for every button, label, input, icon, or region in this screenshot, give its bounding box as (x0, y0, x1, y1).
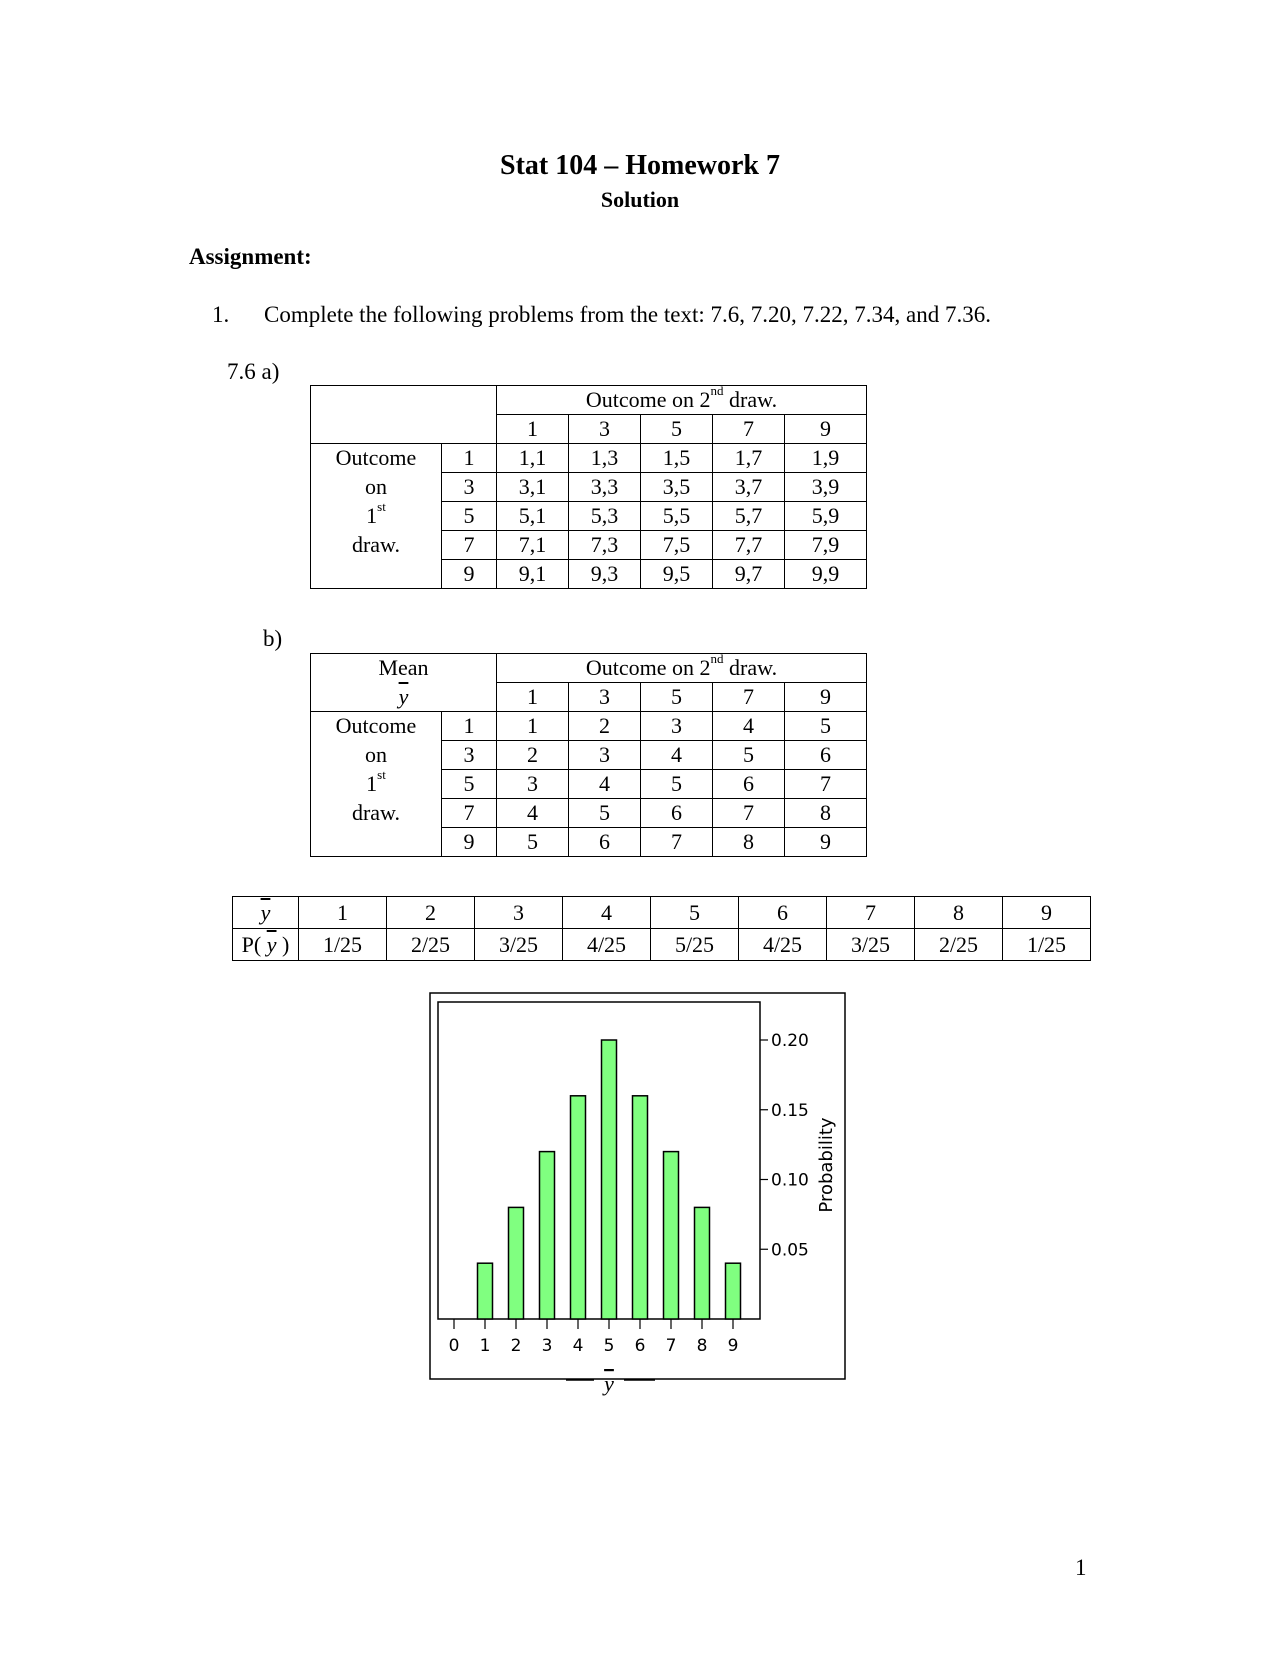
row-header: 9 (442, 828, 497, 857)
dist-prob: 4/25 (739, 929, 827, 961)
y-tick-label: 0.15 (771, 1100, 809, 1121)
table-cell: 3,7 (713, 473, 785, 502)
table-cell: 6 (569, 828, 641, 857)
dist-prob: 2/25 (387, 929, 475, 961)
row-header: 1 (442, 444, 497, 473)
row-label: draw. (311, 531, 442, 560)
row-header: 3 (442, 741, 497, 770)
page-title: Stat 104 – Homework 7 (500, 150, 780, 181)
col-header: 7 (713, 683, 785, 712)
bar-1 (478, 1263, 493, 1319)
row-header: 3 (442, 473, 497, 502)
table-cell: 4 (713, 712, 785, 741)
table-cell: 5 (785, 712, 867, 741)
table-cell: 9,9 (785, 560, 867, 589)
table-cell: 4 (641, 741, 713, 770)
table-cell: 8 (785, 799, 867, 828)
table-a-header: Outcome on 2nd draw. (497, 386, 867, 415)
x-tick-label: 8 (696, 1336, 708, 1356)
dist-value: 2 (387, 897, 475, 929)
table-cell: 4 (497, 799, 569, 828)
table-cell: 5,9 (785, 502, 867, 531)
table-cell: 3 (497, 770, 569, 799)
table-cell: 3,1 (497, 473, 569, 502)
x-tick-label: 0 (448, 1336, 460, 1356)
table-cell: 5,5 (641, 502, 713, 531)
table-cell: 5,3 (569, 502, 641, 531)
bar-5 (602, 1040, 617, 1319)
row-label: on (311, 473, 442, 502)
dist-row-label-p: P( $\overline{y}$ ) (233, 929, 299, 961)
dist-prob: 2/25 (915, 929, 1003, 961)
table-cell: 9,7 (713, 560, 785, 589)
table-cell: 5,7 (713, 502, 785, 531)
table-cell: 7,9 (785, 531, 867, 560)
table-cell: 3,5 (641, 473, 713, 502)
table-cell: 7 (641, 828, 713, 857)
table-cell: 1,3 (569, 444, 641, 473)
table-cell: 7,5 (641, 531, 713, 560)
table-cell: 7 (785, 770, 867, 799)
table-cell: 3 (641, 712, 713, 741)
bar-8 (695, 1207, 710, 1319)
table-cell: 7 (713, 799, 785, 828)
part-a-label: 7.6 a) (227, 359, 280, 384)
col-header: 1 (497, 683, 569, 712)
table-cell: 7,1 (497, 531, 569, 560)
row-header: 1 (442, 712, 497, 741)
table-cell: 2 (569, 712, 641, 741)
row-label: 1st (311, 502, 442, 531)
bar-3 (540, 1152, 555, 1319)
bar-6 (633, 1096, 648, 1319)
dist-value: 3 (475, 897, 563, 929)
table-cell: 8 (713, 828, 785, 857)
dist-prob: 3/25 (827, 929, 915, 961)
table-cell: 9,1 (497, 560, 569, 589)
col-header: 1 (497, 415, 569, 444)
x-axis-label: y (604, 1371, 614, 1396)
table-cell: 1,1 (497, 444, 569, 473)
x-tick-label: 7 (665, 1336, 677, 1356)
table-b-corner-symbol: $\overline{y}$ (311, 683, 497, 712)
row-header: 7 (442, 531, 497, 560)
page-subtitle: Solution (600, 187, 680, 212)
col-header: 3 (569, 683, 641, 712)
dist-row-label-y: $\overline{y}$ (233, 897, 299, 929)
table-cell: 5 (641, 770, 713, 799)
table-cell: 5,1 (497, 502, 569, 531)
y-tick-label: 0.10 (771, 1170, 809, 1191)
row-label: Outcome (311, 444, 442, 473)
table-cell: 1,9 (785, 444, 867, 473)
dist-value: 7 (827, 897, 915, 929)
page-number: 1 (1075, 1555, 1087, 1580)
col-header: 5 (641, 683, 713, 712)
col-header: 3 (569, 415, 641, 444)
dist-prob: 4/25 (563, 929, 651, 961)
row-label: on (311, 741, 442, 770)
table-cell: 1,5 (641, 444, 713, 473)
assignment-heading: Assignment: (189, 244, 312, 269)
row-label: Outcome (311, 712, 442, 741)
dist-prob: 3/25 (475, 929, 563, 961)
table-cell: 3,9 (785, 473, 867, 502)
col-header: 9 (785, 415, 867, 444)
table-cell: 7,7 (713, 531, 785, 560)
table-cell: 5 (713, 741, 785, 770)
table-cell: 1 (497, 712, 569, 741)
part-b-label: b) (263, 626, 283, 651)
table-cell: 4 (569, 770, 641, 799)
x-tick-label: 9 (727, 1336, 739, 1356)
col-header: 9 (785, 683, 867, 712)
table-cell: 6 (641, 799, 713, 828)
table-cell: 9,5 (641, 560, 713, 589)
row-header: 9 (442, 560, 497, 589)
table-b-corner-mean: Mean (311, 654, 497, 683)
dist-value: 4 (563, 897, 651, 929)
bar-2 (509, 1207, 524, 1319)
table-cell: 2 (497, 741, 569, 770)
dist-value: 9 (1003, 897, 1091, 929)
col-header: 7 (713, 415, 785, 444)
x-tick-label: 6 (634, 1336, 646, 1356)
table-cell: 9 (785, 828, 867, 857)
dist-prob: 1/25 (299, 929, 387, 961)
x-tick-label: 3 (541, 1336, 553, 1356)
table-cell: 6 (713, 770, 785, 799)
table-cell: 6 (785, 741, 867, 770)
table-cell: 1,7 (713, 444, 785, 473)
item-number: 1. (212, 302, 230, 327)
bar-9 (726, 1263, 741, 1319)
table-cell: 3 (569, 741, 641, 770)
table-cell: 5 (569, 799, 641, 828)
dist-prob: 1/25 (1003, 929, 1091, 961)
row-header: 5 (442, 770, 497, 799)
bar-4 (571, 1096, 586, 1319)
table-cell: 5 (497, 828, 569, 857)
x-tick-label: 5 (603, 1336, 615, 1356)
y-tick-label: 0.05 (771, 1240, 809, 1261)
table-cell: 7,3 (569, 531, 641, 560)
table-cell: 3,3 (569, 473, 641, 502)
row-header: 7 (442, 799, 497, 828)
y-axis-label: Probability (816, 1117, 837, 1213)
x-tick-label: 4 (572, 1336, 584, 1356)
y-tick-label: 0.20 (771, 1031, 809, 1051)
row-label: draw. (311, 799, 442, 828)
dist-value: 8 (915, 897, 1003, 929)
bar-7 (664, 1152, 679, 1319)
table-cell: 9,3 (569, 560, 641, 589)
dist-value: 1 (299, 897, 387, 929)
row-header: 5 (442, 502, 497, 531)
row-label: 1st (311, 770, 442, 799)
dist-prob: 5/25 (651, 929, 739, 961)
x-tick-label: 1 (479, 1336, 491, 1356)
item-text: Complete the following problems from the text: 7.6, 7.20, 7.22, 7.34, and 7.36. (264, 302, 991, 327)
dist-value: 6 (739, 897, 827, 929)
x-tick-label: 2 (510, 1336, 522, 1356)
dist-value: 5 (651, 897, 739, 929)
col-header: 5 (641, 415, 713, 444)
table-b-header: Outcome on 2nd draw. (497, 654, 867, 683)
